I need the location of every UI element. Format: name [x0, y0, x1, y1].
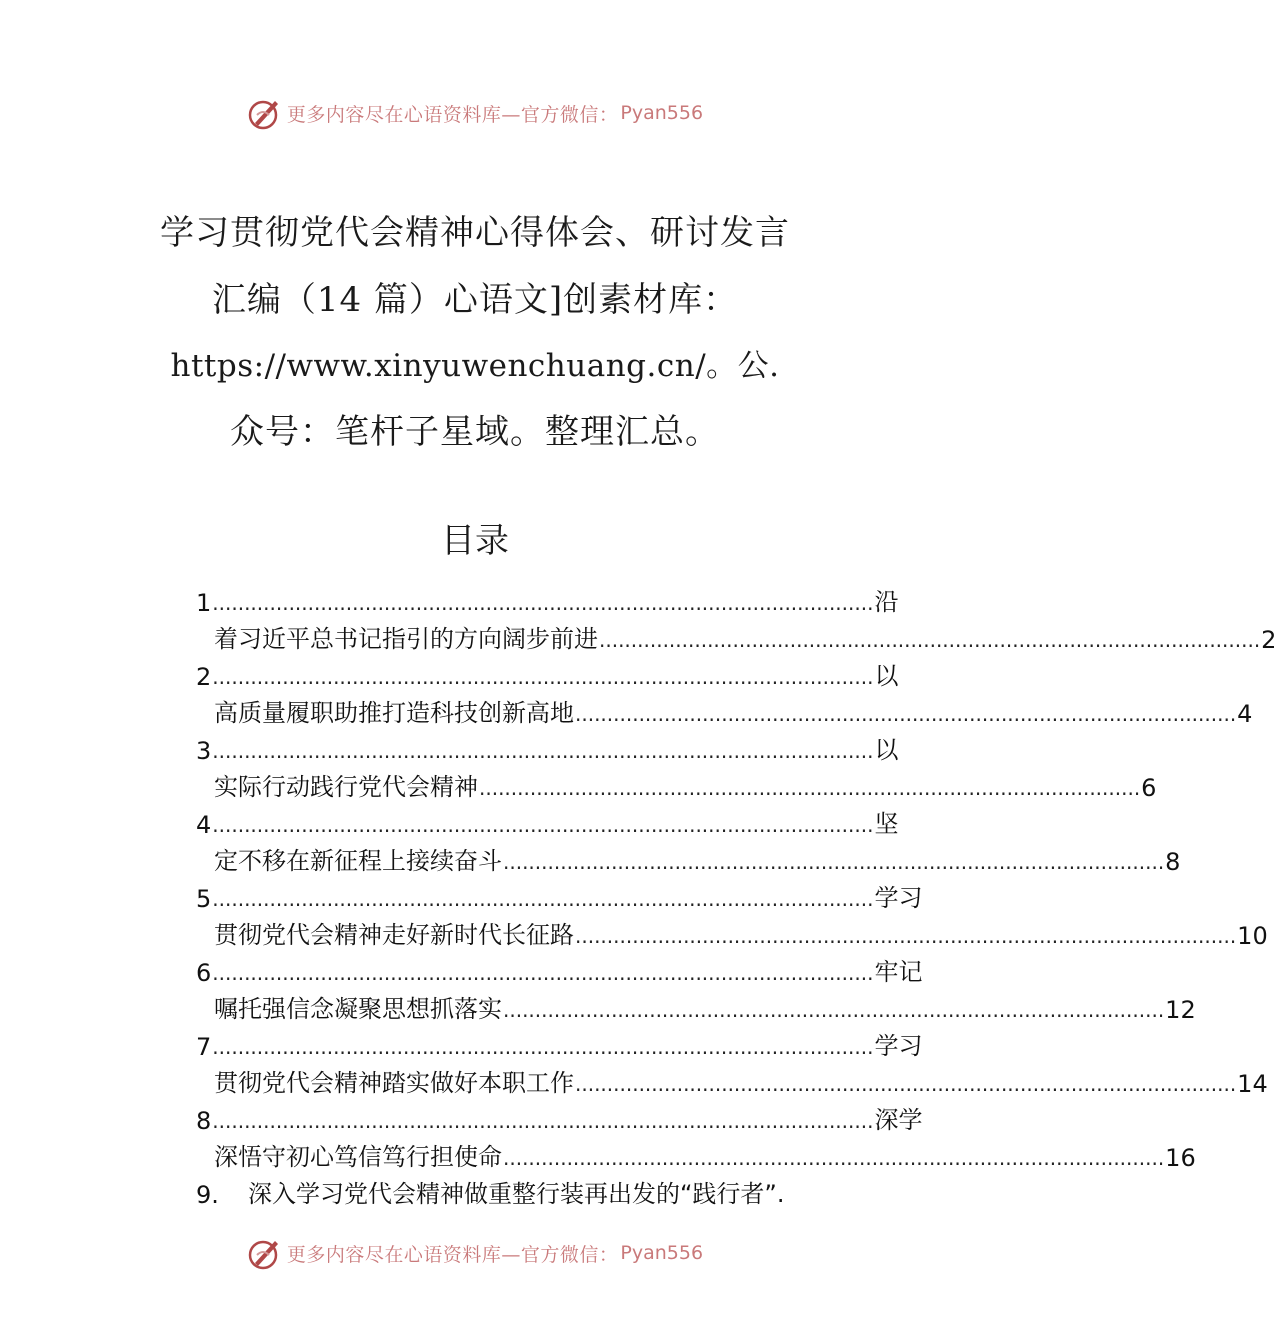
toc-entry-page: 10 [1237, 922, 1268, 950]
toc-entry-number: 7 [196, 1033, 212, 1061]
toc-leader-dots: ........................................................................................................ [212, 813, 874, 837]
toc-leader-dots: ........................................................................................................ [212, 665, 874, 689]
toc-entry-title: 深入学习党代会精神做重整行装再出发的“践行者”. [248, 1180, 785, 1208]
toc-leader-dots: ........................................................................................................ [212, 1109, 874, 1133]
toc-entry-head: 沿 [874, 588, 899, 616]
toc-entry-4[interactable] [196, 802, 1181, 876]
toc-entry-title: 贯彻党代会精神走好新时代长征路 [214, 921, 574, 949]
toc-entry-title: 嘱托强信念凝聚思想抓落实 [214, 995, 502, 1023]
toc-leader-dots: ........................................................................................................ [575, 702, 1237, 726]
toc-entry-title: 定不移在新征程上接续奋斗 [214, 847, 502, 875]
toc-entry-7[interactable] [196, 1024, 1268, 1098]
toc-entry-head: 以 [874, 662, 899, 690]
toc-leader-dots: ........................................................................................................ [575, 924, 1237, 948]
toc-leader-dots: ........................................................................................................ [575, 1072, 1237, 1096]
toc-leader-dots: ........................................................................................................ [503, 1146, 1165, 1170]
toc-entry-page: 16 [1165, 1144, 1196, 1172]
toc-entry-number: 6 [196, 959, 212, 987]
doc-title-line-2: 汇编（14 篇）心语文]创素材库： [211, 280, 739, 320]
toc-leader-dots: ........................................................................................................ [479, 776, 1141, 800]
toc-entry-head: 学习 [874, 884, 923, 912]
toc-leader-dots: ........................................................................................................ [503, 850, 1165, 874]
toc-entry-number: 5 [196, 885, 212, 913]
table-of-contents [196, 580, 1276, 1209]
banner-wechat-id: Pyan556 [620, 102, 704, 124]
toc-entry-page: 8 [1165, 848, 1181, 876]
toc-entry-title: 高质量履职助推打造科技创新高地 [214, 699, 574, 727]
pen-logo-icon [247, 1235, 283, 1271]
toc-entry-title: 深悟守初心笃信笃行担使命 [214, 1143, 502, 1171]
pen-logo-icon [247, 95, 283, 131]
banner-text: 更多内容尽在心语资料库—官方微信： [286, 103, 619, 126]
toc-entry-8[interactable] [196, 1098, 1196, 1172]
toc-leader-dots: ........................................................................................................ [212, 961, 874, 985]
toc-entry-6[interactable] [196, 950, 1196, 1024]
toc-entry-9[interactable] [196, 1172, 856, 1209]
toc-entry-head: 坚 [874, 810, 899, 838]
toc-leader-dots: ........................................................................................................ [212, 591, 874, 615]
doc-title-line-4: 众号：笔杆子星域。整理汇总。 [230, 412, 720, 452]
toc-entry-number: 2 [196, 663, 212, 691]
toc-entry-number: 1 [196, 589, 212, 617]
toc-entry-head: 以 [874, 736, 899, 764]
banner-wechat-id: Pyan556 [620, 1242, 704, 1264]
toc-entry-3[interactable] [196, 728, 1157, 802]
toc-heading: 目录 [441, 521, 509, 561]
header-banner [0, 93, 950, 133]
doc-title-line-1: 学习贯彻党代会精神心得体会、研讨发言 [160, 213, 790, 253]
toc-leader-dots: ........................................................................................................ [212, 1035, 874, 1059]
toc-entry-5[interactable] [196, 876, 1268, 950]
toc-entry-head: 学习 [874, 1032, 923, 1060]
doc-title-url: https://www.xinyuwenchuang.cn/。公. [170, 348, 780, 384]
toc-entry-page: 14 [1237, 1070, 1268, 1098]
toc-entry-number: 4 [196, 811, 212, 839]
toc-entry-page: 4 [1237, 700, 1253, 728]
toc-entry-2[interactable] [196, 654, 1253, 728]
toc-entry-1[interactable] [196, 580, 1276, 654]
toc-entry-title: 着习近平总书记指引的方向阔步前进 [214, 625, 598, 653]
toc-leader-dots: ........................................................................................................ [503, 998, 1165, 1022]
toc-entry-title: 实际行动践行党代会精神 [214, 773, 478, 801]
toc-leader-dots: ........................................................................................................ [599, 628, 1261, 652]
toc-leader-dots: ........................................................................................................ [212, 887, 874, 911]
toc-entry-number: 3 [196, 737, 212, 765]
footer-banner [0, 1233, 950, 1273]
toc-entry-number: 9. [196, 1181, 219, 1209]
banner-text: 更多内容尽在心语资料库—官方微信： [286, 1243, 619, 1266]
toc-entry-page: 2 [1261, 626, 1276, 654]
toc-entry-head: 深学 [874, 1106, 923, 1134]
toc-entry-title: 贯彻党代会精神踏实做好本职工作 [214, 1069, 574, 1097]
toc-entry-page: 12 [1165, 996, 1196, 1024]
toc-leader-dots: ........................................................................................................ [212, 739, 874, 763]
toc-entry-number: 8 [196, 1107, 212, 1135]
toc-entry-head: 牢记 [874, 958, 923, 986]
toc-entry-page: 6 [1141, 774, 1157, 802]
